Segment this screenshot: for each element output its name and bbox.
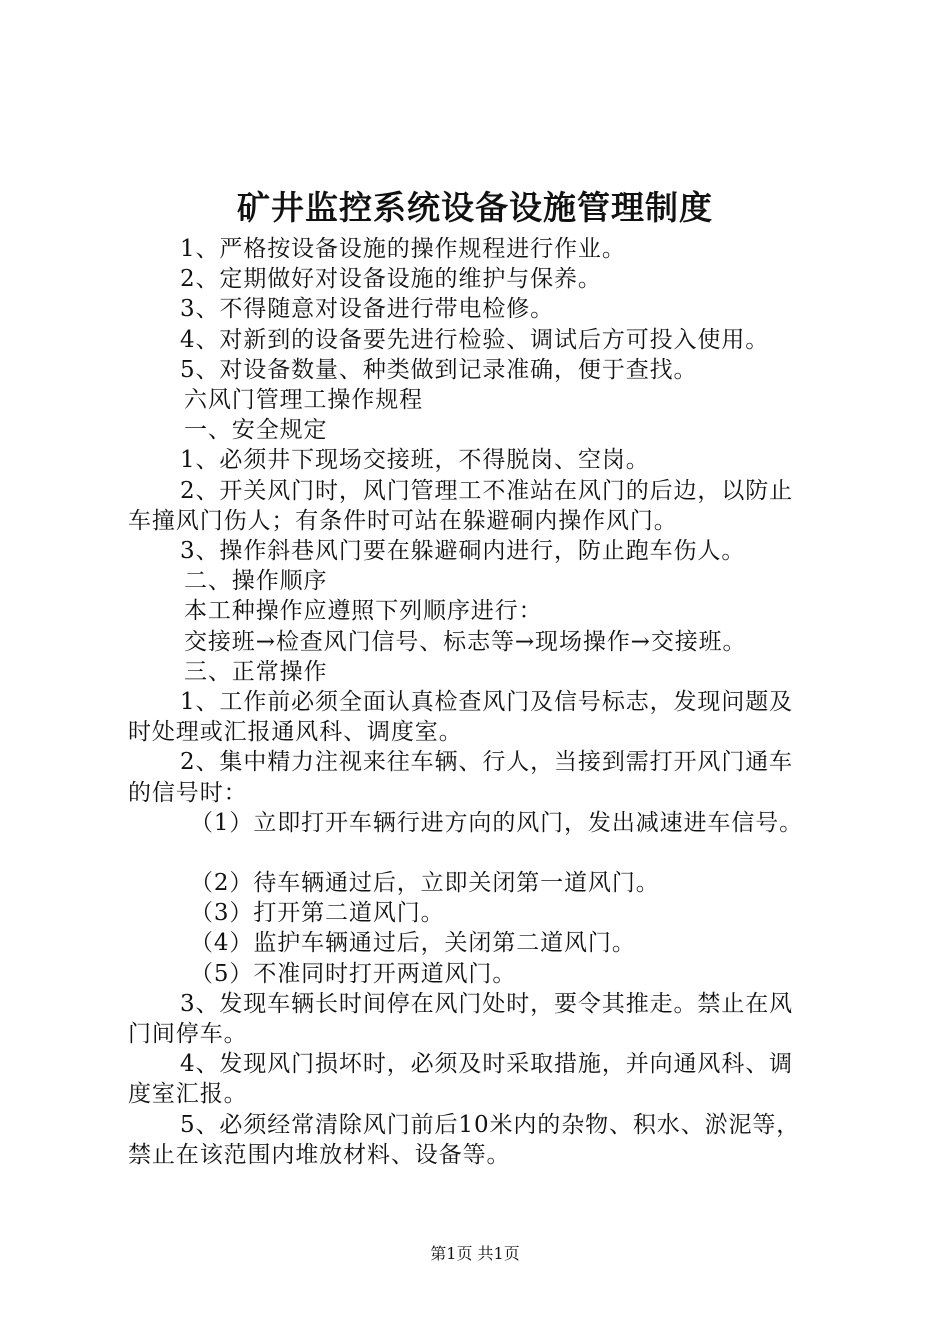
paragraph-line-continued: 时处理或汇报通风科、调度室。 — [128, 719, 463, 746]
rule-line-2: 2、定期做好对设备设施的维护与保养。 — [180, 266, 602, 293]
paragraph-line: 2、开关风门时，风门管理工不准站在风门的后边，以防止 — [180, 477, 794, 504]
paragraph-line: 3、操作斜巷风门要在躲避硐内进行，防止跑车伤人。 — [180, 538, 746, 565]
subsection-heading-sequence: 二、操作顺序 — [184, 568, 328, 595]
sub-item-line: （4）监护车辆通过后，关闭第二道风门。 — [190, 930, 636, 957]
section-heading: 六风门管理工操作规程 — [184, 387, 423, 414]
page-footer: 第1页 共1页 — [430, 1244, 520, 1263]
paragraph-line: 本工种操作应遵照下列顺序进行： — [184, 598, 543, 625]
paragraph-line: 5、必须经常清除风门前后10米内的杂物、积水、淤泥等， — [180, 1111, 801, 1138]
sequence-flow-line: 交接班→检查风门信号、标志等→现场操作→交接班。 — [184, 628, 747, 655]
paragraph-line-continued: 门间停车。 — [128, 1021, 248, 1048]
blank-line — [128, 838, 838, 868]
rule-line-5: 5、对设备数量、种类做到记录准确，便于查找。 — [180, 356, 698, 383]
rule-line-4: 4、对新到的设备要先进行检验、调试后方可投入使用。 — [180, 326, 770, 353]
paragraph-line: 4、发现风门损坏时，必须及时采取措施，并向通风科、调 — [180, 1051, 794, 1078]
paragraph-line-continued: 车撞风门伤人；有条件时可站在躲避硐内操作风门。 — [128, 507, 678, 534]
paragraph-line: 2、集中精力注视来往车辆、行人，当接到需打开风门通车 — [180, 749, 794, 776]
subsection-heading-safety: 一、安全规定 — [184, 417, 328, 444]
rule-line-1: 1、严格按设备设施的操作规程进行作业。 — [180, 236, 626, 262]
paragraph-line-continued: 禁止在该范围内堆放材料、设备等。 — [128, 1141, 511, 1168]
sub-item-line: （2）待车辆通过后，立即关闭第一道风门。 — [190, 870, 660, 897]
sub-item-line: （5）不准同时打开两道风门。 — [190, 960, 517, 987]
document-body — [128, 234, 838, 1170]
sub-item-line: （1）立即打开车辆行进方向的风门，发出减速进车信号。 — [190, 809, 804, 836]
paragraph-line-continued: 的信号时： — [128, 779, 248, 806]
sub-item-line: （3）打开第二道风门。 — [190, 900, 445, 927]
paragraph-line-continued: 度室汇报。 — [128, 1081, 248, 1108]
document-title: 矿井监控系统设备设施管理制度 — [237, 188, 713, 227]
rule-line-3: 3、不得随意对设备进行带电检修。 — [180, 296, 555, 323]
paragraph-line: 1、工作前必须全面认真检查风门及信号标志，发现问题及 — [180, 689, 794, 716]
paragraph-line: 3、发现车辆长时间停在风门处时，要令其推走。禁止在风 — [180, 990, 794, 1017]
paragraph-line: 1、必须井下现场交接班，不得脱岗、空岗。 — [180, 447, 650, 474]
subsection-heading-normal: 三、正常操作 — [184, 658, 328, 685]
